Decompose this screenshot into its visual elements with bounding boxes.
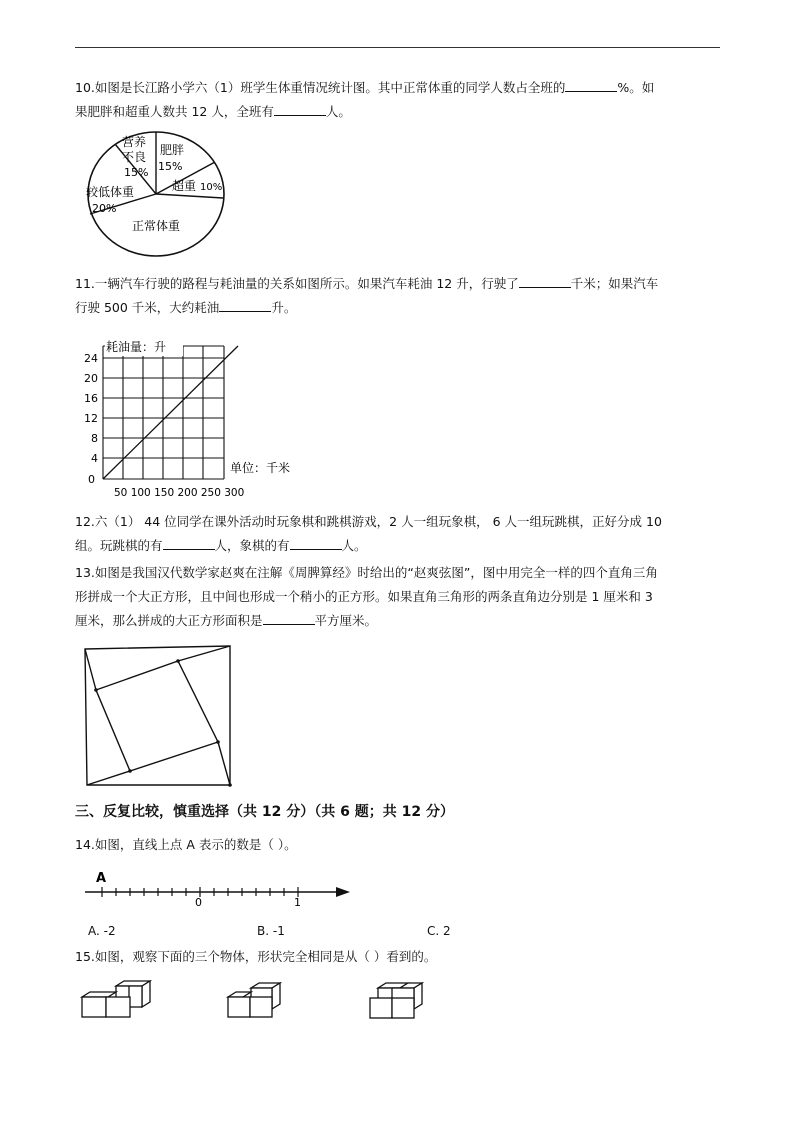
- y-tick-label: 12: [84, 412, 98, 425]
- point-a-label: A: [96, 871, 107, 886]
- triangle-edge: [85, 649, 96, 690]
- option-b[interactable]: B. -1: [257, 924, 285, 938]
- fuel-line-chart: [78, 334, 318, 499]
- triangle-edge: [178, 646, 230, 661]
- cube-object-1: [80, 980, 152, 1022]
- q10-text-2: 果肥胖和超重人数共 12 人，全班有: [75, 104, 274, 119]
- q13-text-2: 形拼成一个大正方形，且中间也形成一个稍小的正方形。如果直角三角形的两条直角边分别是 1 厘米和 3: [75, 589, 653, 604]
- answer-blank[interactable]: [163, 537, 215, 550]
- y-tick-label: 0: [88, 473, 95, 486]
- cube-object-2: [225, 982, 285, 1022]
- q13-text-3-end: 平方厘米。: [314, 613, 378, 628]
- option-c[interactable]: C. 2: [427, 924, 451, 938]
- q13-text-3: 厘米，那么拼成的大正方形面积是: [75, 613, 263, 628]
- cube-object-3: [368, 980, 428, 1024]
- q14-text: 14.如图，直线上点 A 表示的数是（ ）。: [75, 837, 297, 852]
- pie-value-lower: 20%: [92, 202, 117, 215]
- y-axis-label: 耗油量：升: [106, 340, 167, 354]
- answer-blank[interactable]: [263, 612, 315, 625]
- y-tick-label: 8: [91, 432, 98, 445]
- pie-value-overweight: 10%: [200, 182, 223, 193]
- q13-text: 13.如图是我国汉代数学家赵爽在注解《周脾算经》时给出的“赵爽弦图”，图中用完全一样的四个直角三角: [75, 565, 658, 580]
- answer-blank[interactable]: [219, 299, 271, 312]
- vertex-dot: [228, 783, 232, 787]
- y-tick-label: 16: [84, 392, 98, 405]
- question-11: [75, 272, 720, 320]
- pie-label-lower: 较低体重: [86, 185, 135, 199]
- pie-label-nutrition: 营养: [122, 135, 147, 149]
- header-rule: [75, 47, 720, 48]
- answer-blank[interactable]: [565, 79, 617, 92]
- q11-text-2-end: 升。: [271, 300, 297, 315]
- q12-text: 12.六（1） 44 位同学在课外活动时玩象棋和跳棋游戏，2 人一组玩象棋， 6 人一组玩跳棋，正好分成 10: [75, 514, 662, 529]
- q12-text-2-mid: 人，象棋的有: [214, 538, 290, 553]
- q12-text-2: 组。玩跳棋的有: [75, 538, 163, 553]
- x-tick-labels: 50 100 150 200 250 300: [114, 487, 245, 499]
- answer-blank[interactable]: [290, 537, 342, 550]
- zero-label: 0: [195, 896, 202, 908]
- y-tick-label: 24: [84, 352, 98, 365]
- vertex-dot: [216, 740, 220, 744]
- q11-text-end: 千米；如果汽车: [570, 276, 659, 291]
- question-14: [75, 833, 720, 857]
- y-tick-label: 4: [91, 452, 98, 465]
- q12-text-2-end: 人。: [341, 538, 367, 553]
- q10-text: 10.如图是长江路小学六（1）班学生体重情况统计图。其中正常体重的同学人数占全班的: [75, 80, 566, 95]
- question-12: [75, 510, 720, 558]
- answer-blank[interactable]: [519, 275, 571, 288]
- pie-label-overweight: 超重: [172, 179, 197, 193]
- vertex-dot: [94, 688, 98, 692]
- pie-label-obese: 肥胖: [160, 143, 185, 157]
- question-10: [75, 76, 720, 124]
- inner-square: [96, 661, 218, 771]
- pie-value-nutrition: 15%: [124, 166, 149, 179]
- q11-text: 11.一辆汽车行驶的路程与耗油量的关系如图所示。如果汽车耗油 12 升，行驶了: [75, 276, 519, 291]
- vertex-dot: [128, 769, 132, 773]
- q10-text-end: %。如: [617, 80, 655, 95]
- q15-text: 15.如图，观察下面的三个物体，形状完全相同是从（ ）看到的。: [75, 949, 437, 964]
- pie-divider: [156, 194, 223, 198]
- pie-value-obese: 15%: [158, 160, 183, 173]
- triangle-edge: [87, 771, 130, 785]
- weight-pie-chart: [82, 128, 232, 262]
- x-axis-label: 单位：千米: [230, 461, 291, 475]
- y-tick-label: 20: [84, 372, 98, 385]
- pie-label-nutrition-2: 不良: [122, 150, 147, 164]
- chart-grid: [103, 346, 224, 479]
- answer-blank[interactable]: [274, 103, 326, 116]
- section-heading: 三、反复比较，慎重选择（共 12 分）（共 6 题；共 12 分）: [75, 804, 454, 820]
- triangle-edge: [218, 742, 230, 785]
- zhaoshuang-square-diagram: [82, 643, 234, 789]
- vertex-dot: [176, 659, 180, 663]
- question-15: [75, 945, 720, 969]
- one-label: 1: [294, 896, 301, 908]
- option-a[interactable]: A. -2: [88, 924, 116, 938]
- q10-text-2-end: 人。: [325, 104, 351, 119]
- number-line: [82, 868, 352, 908]
- pie-label-normal: 正常体重: [132, 219, 181, 233]
- question-13: [75, 561, 720, 633]
- arrow-head-icon: [336, 887, 350, 897]
- q11-text-2: 行驶 500 千米，大约耗油: [75, 300, 220, 315]
